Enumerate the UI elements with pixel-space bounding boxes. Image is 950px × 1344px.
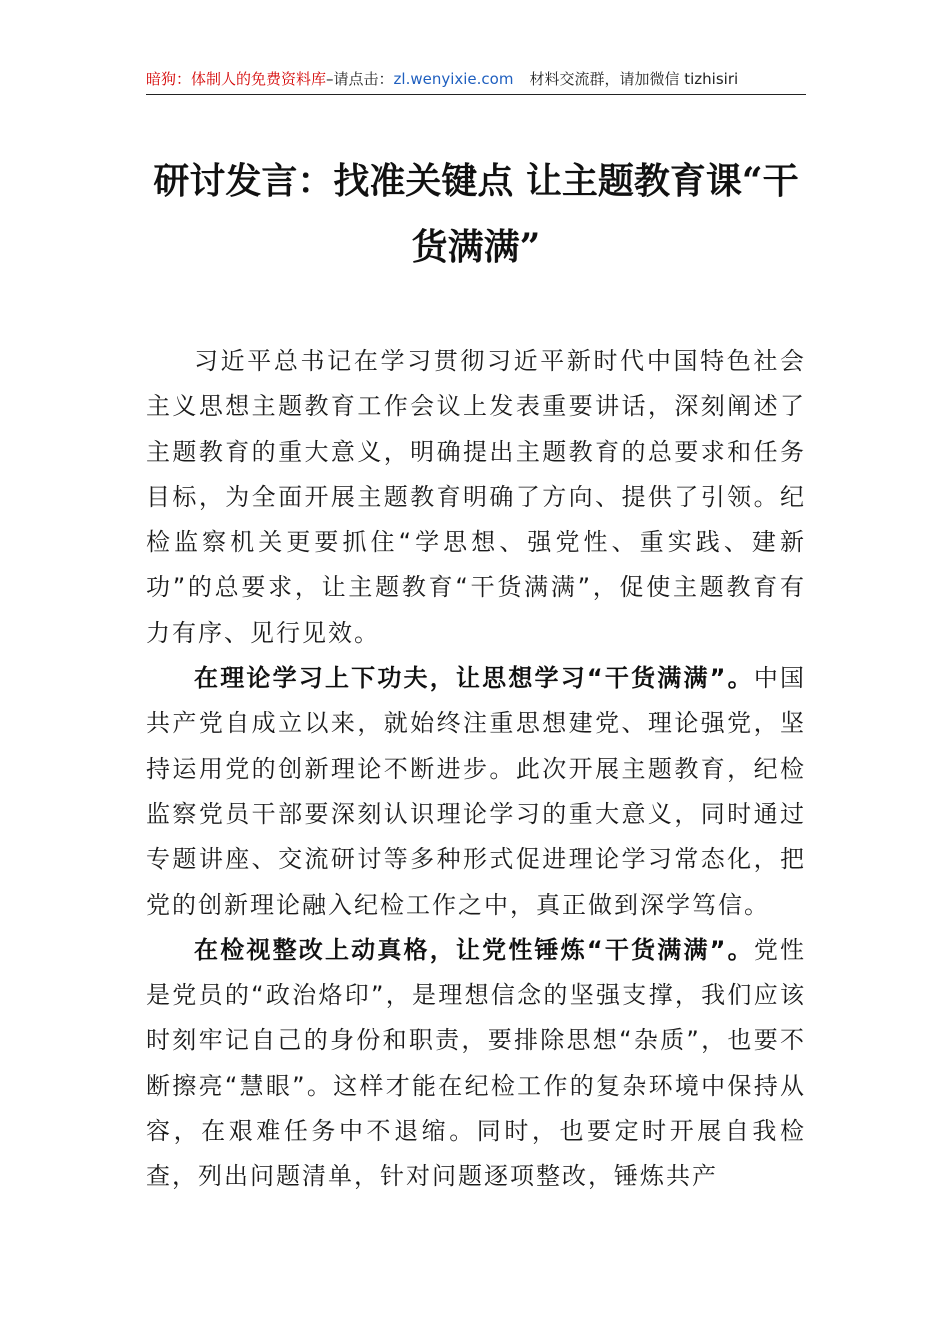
paragraph-heading: 在理论学习上下功夫，让思想学习“干货满满”。 — [194, 664, 754, 693]
document-body — [146, 339, 806, 1200]
paragraph-text: 党性是党员的“政治烙印”，是理想信念的坚强支撑，我们应该时刻牢记自己的身份和职责，要排除思想“杂质”，也要不断擦亮“慧眼”。这样才能在纪检工作的复杂环境中保持从容，在艰难任务中不退缩。同时，也要定时开展自我检查，列出问题清单，针对问题逐项整改，锤炼共产 — [146, 935, 807, 1191]
site-url-link[interactable]: zl.wenyixie.com — [393, 70, 514, 88]
section-paragraph-theory — [146, 656, 806, 928]
site-name: 暗狗：体制人的免费资料库 — [146, 70, 327, 88]
paragraph-text: 中国共产党自成立以来，就始终注重思想建党、理论强党，坚持运用党的创新理论不断进步。此次开展主题教育，纪检监察党员干部要深刻认识理论学习的重大意义，同时通过专题讲座、交流研讨等多种形式促进理论学习常态化，把党的创新理论融入纪检工作之中，真正做到深学笃信。 — [146, 664, 807, 919]
document-title: 研讨发言：找准关键点 让主题教育课“干货满满” — [153, 160, 799, 268]
wechat-note: 材料交流群，请加微信 tizhisiri — [529, 70, 739, 88]
header-divider — [146, 94, 806, 95]
paragraph-heading: 在检视整改上动真格，让党性锤炼“干货满满”。 — [194, 935, 754, 964]
section-paragraph-rectification — [146, 928, 806, 1200]
intro-paragraph — [146, 339, 806, 656]
click-prompt: –请点击： — [326, 70, 394, 88]
paragraph-text: 习近平总书记在学习贯彻习近平新时代中国特色社会主义思想主题教育工作会议上发表重要讲话，深刻阐述了主题教育的重大意义，明确提出主题教育的总要求和任务目标，为全面开展主题教育明确了方向、提供了引领。纪检监察机关更要抓住“学思想、强党性、重实践、建新功”的总要求，让主题教育“干货满满”，促使主题教育有力有序、见行见效。 — [146, 347, 806, 647]
page-header — [146, 66, 806, 92]
